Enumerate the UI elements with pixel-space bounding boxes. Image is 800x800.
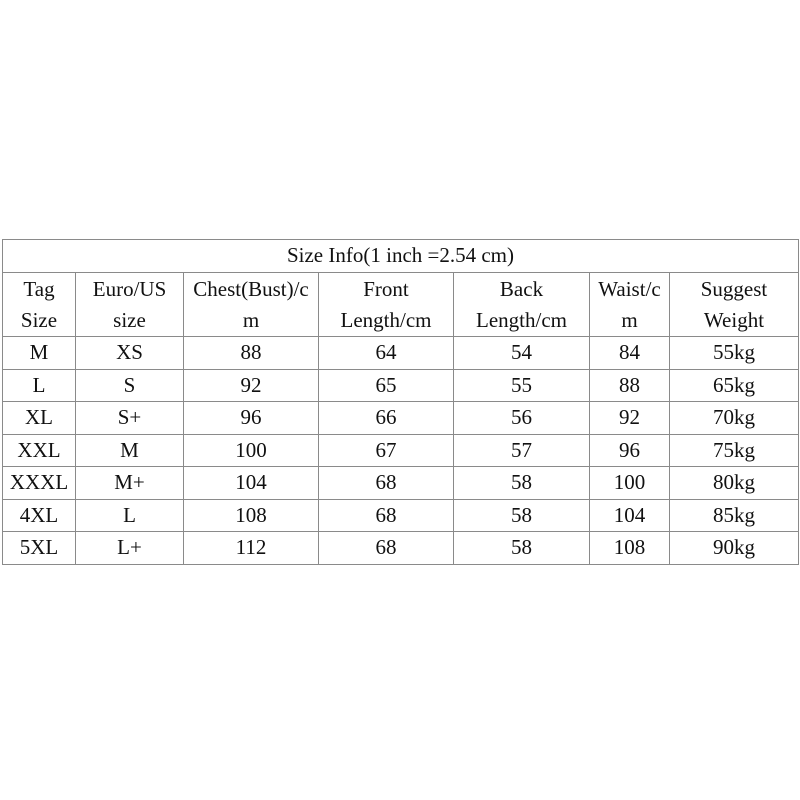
- cell-chest: 88: [184, 337, 319, 370]
- cell-waist: 88: [590, 369, 670, 402]
- cell-suggest-weight: 85kg: [670, 499, 799, 532]
- cell-suggest-weight: 55kg: [670, 337, 799, 370]
- cell-chest: 104: [184, 467, 319, 500]
- table-row: [3, 499, 799, 532]
- cell-tag-size: XXL: [3, 434, 76, 467]
- header-chest-line-1: Chest(Bust)/c: [193, 276, 309, 301]
- cell-tag-size: XXXL: [3, 467, 76, 500]
- cell-back-length: 56: [454, 402, 590, 435]
- cell-euro-us-size: M: [76, 434, 184, 467]
- header-back-length: [454, 273, 590, 337]
- header-waist-line-2: m: [621, 307, 638, 332]
- table-row: [3, 369, 799, 402]
- header-euro-us-size-line-2: size: [113, 307, 146, 332]
- cell-tag-size: L: [3, 369, 76, 402]
- cell-euro-us-size: L+: [76, 532, 184, 565]
- cell-chest: 112: [184, 532, 319, 565]
- table-title-row: [3, 240, 799, 273]
- cell-chest: 92: [184, 369, 319, 402]
- cell-front-length: 67: [319, 434, 454, 467]
- header-waist: [590, 273, 670, 337]
- header-waist-line-1: Waist/c: [598, 276, 661, 301]
- cell-chest: 96: [184, 402, 319, 435]
- cell-front-length: 65: [319, 369, 454, 402]
- header-tag-size-line-1: Tag: [23, 276, 55, 301]
- table-title: Size Info(1 inch =2.54 cm): [3, 240, 799, 273]
- size-chart-table: [2, 239, 799, 565]
- cell-waist: 108: [590, 532, 670, 565]
- header-chest-line-2: m: [242, 307, 260, 332]
- cell-chest: 108: [184, 499, 319, 532]
- cell-back-length: 57: [454, 434, 590, 467]
- header-chest: [184, 273, 319, 337]
- table-row: [3, 434, 799, 467]
- cell-waist: 100: [590, 467, 670, 500]
- cell-tag-size: M: [3, 337, 76, 370]
- header-tag-size: [3, 273, 76, 337]
- cell-front-length: 68: [319, 499, 454, 532]
- cell-back-length: 58: [454, 467, 590, 500]
- header-suggest-weight-line-2: Weight: [703, 307, 765, 332]
- table-row: [3, 467, 799, 500]
- table-row: [3, 337, 799, 370]
- cell-tag-size: 4XL: [3, 499, 76, 532]
- cell-waist: 96: [590, 434, 670, 467]
- header-front-length-line-1: Front: [363, 276, 409, 301]
- cell-euro-us-size: M+: [76, 467, 184, 500]
- cell-back-length: 55: [454, 369, 590, 402]
- cell-tag-size: XL: [3, 402, 76, 435]
- header-front-length-line-2: Length/cm: [340, 307, 432, 332]
- cell-front-length: 68: [319, 467, 454, 500]
- header-euro-us-size: [76, 273, 184, 337]
- cell-back-length: 58: [454, 532, 590, 565]
- cell-front-length: 68: [319, 532, 454, 565]
- cell-waist: 104: [590, 499, 670, 532]
- cell-euro-us-size: S: [76, 369, 184, 402]
- header-front-length: [319, 273, 454, 337]
- table-row: [3, 402, 799, 435]
- cell-waist: 84: [590, 337, 670, 370]
- header-suggest-weight-line-1: Suggest: [700, 276, 768, 301]
- cell-suggest-weight: 90kg: [670, 532, 799, 565]
- cell-waist: 92: [590, 402, 670, 435]
- cell-front-length: 66: [319, 402, 454, 435]
- cell-chest: 100: [184, 434, 319, 467]
- cell-euro-us-size: XS: [76, 337, 184, 370]
- header-suggest-weight: [670, 273, 799, 337]
- cell-suggest-weight: 70kg: [670, 402, 799, 435]
- header-back-length-line-2: Length/cm: [476, 307, 567, 332]
- table-header-row: [3, 273, 799, 337]
- header-euro-us-size-line-1: Euro/US: [92, 276, 167, 301]
- cell-suggest-weight: 80kg: [670, 467, 799, 500]
- cell-front-length: 64: [319, 337, 454, 370]
- cell-suggest-weight: 75kg: [670, 434, 799, 467]
- cell-tag-size: 5XL: [3, 532, 76, 565]
- cell-euro-us-size: S+: [76, 402, 184, 435]
- header-tag-size-line-2: Size: [20, 307, 58, 332]
- cell-back-length: 54: [454, 337, 590, 370]
- cell-suggest-weight: 65kg: [670, 369, 799, 402]
- cell-euro-us-size: L: [76, 499, 184, 532]
- header-back-length-line-1: Back: [499, 276, 544, 301]
- table-row: [3, 532, 799, 565]
- cell-back-length: 58: [454, 499, 590, 532]
